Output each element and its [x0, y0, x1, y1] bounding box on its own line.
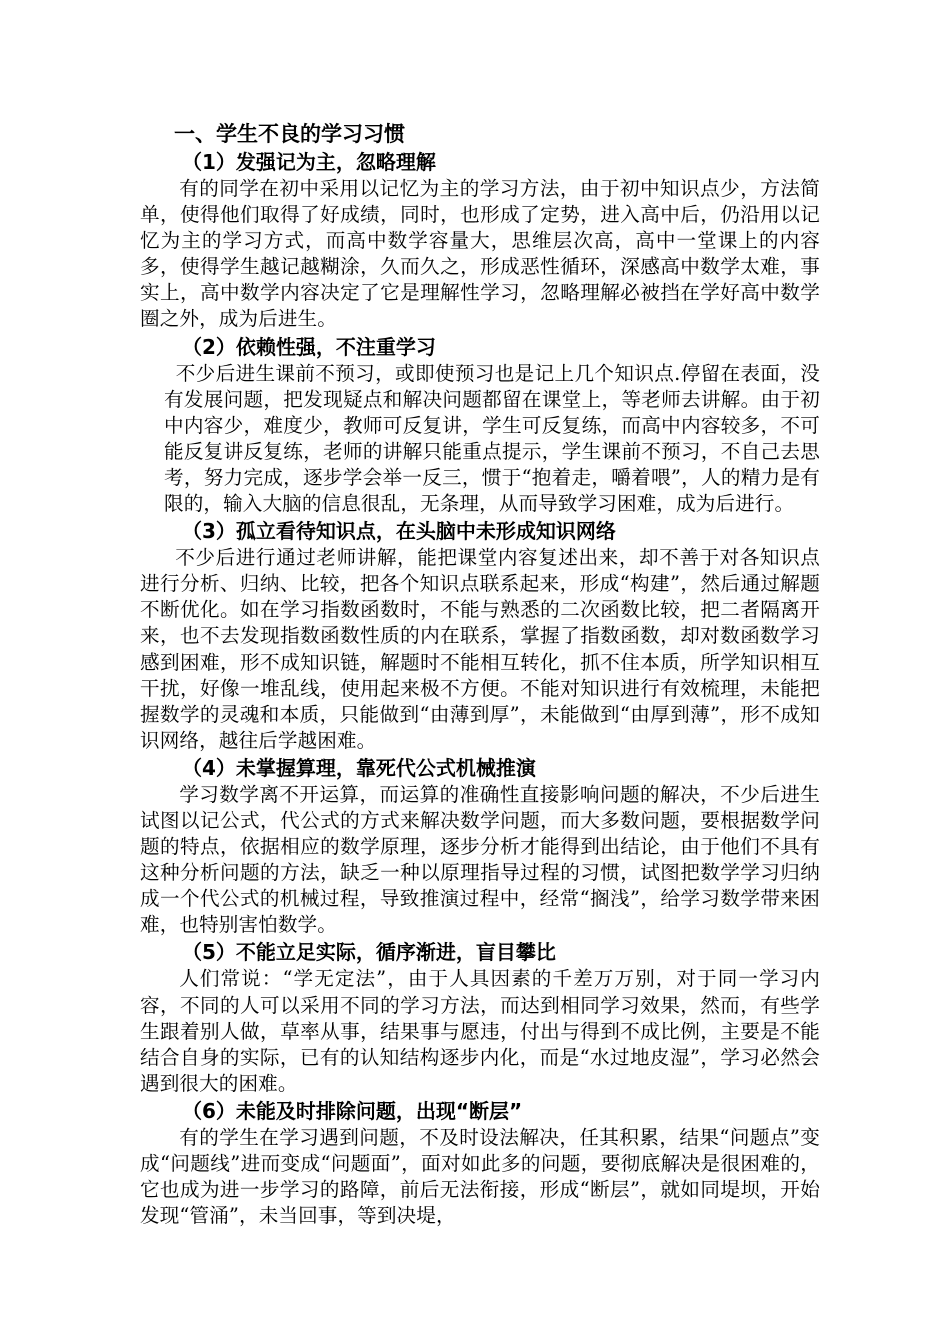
- document-content: [140, 120, 820, 1229]
- section-title-4: （4）未掌握算理，靠死代公式机械推演: [182, 755, 536, 780]
- section-body-6: 有的学生在学习遇到问题，不及时设法解决，任其积累，结果“问题点”变成“问题线”进而变成“问题面”，面对如此多的问题，要彻底解决是很困难的，它也成为进一步学习的路障，前后无法衔接，形成“断层”，就如同堤坝，开始发现“管涌”，未当回事，等到决堤，: [140, 1125, 820, 1228]
- section-title-1: （1）发强记为主，忽略理解: [182, 150, 436, 174]
- section-body-5: 人们常说：“学无定法”，由于人具因素的千差万万别，对于同一学习内容，不同的人可以采用不同的学习方法，而达到相同学习效果，然而，有些学生跟着别人做，草率从事，结果事与愿违，付出与得到不成比例，主要是不能结合自身的实际，已有的认知结构逐步内化，而是“水过地皮湿”，学习必然会遇到很大的困难。: [140, 967, 820, 1095]
- section-body-1: 有的同学在初中采用以记忆为主的学习方法，由于初中知识点少，方法简单，使得他们取得了好成绩，同时，也形成了定势，进入高中后，仍沿用以记忆为主的学习方式，而高中数学容量大，思维层次高，高中一堂课上的内容多，使得学生越记越糊涂，久而久之，形成恶性循环，深感高中数学太难，事实上，高中数学内容决定了它是理解性学习，忽略理解必被挡在学好高中数学圈之外，成为后进生。: [140, 177, 820, 331]
- section-title-5: （5）不能立足实际，循序渐进，盲目攀比: [182, 940, 556, 965]
- section-body-3: 不少后进行通过老师讲解，能把课堂内容复述出来，却不善于对各知识点进行分析、归纳、比较，把各个知识点联系起来，形成“构建”，然后通过解题不断优化。如在学习指数函数时，不能与熟悉的二次函数比较，把二者隔离开来，也不去发现指数函数性质的内在联系，掌握了指数函数，却对数函数学习感到困难，形不成知识链，解题时不能相互转化，抓不住本质，所学知识相互干扰，好像一堆乱线，使用起来极不方便。不能对知识进行有效梳理，未能把握数学的灵魂和本质，只能做到“由薄到厚”，未能做到“由厚到薄”，形不成知识网络，越往后学越困难。: [140, 546, 820, 752]
- section-title-3: （3）孤立看待知识点，在头脑中未形成知识网络: [182, 519, 616, 544]
- section-body-4: 学习数学离不开运算，而运算的准确性直接影响问题的解决，不少后进生试图以记公式，代公式的方式来解决数学问题，而大多数问题，要根据数学问题的特点，依据相应的数学原理，逐步分析才能得到出结论，由于他们不具有这种分析问题的方法，缺乏一种以原理指导过程的习惯，试图把数学学习归纳成一个代公式的机械过程，导致推演过程中，经常“搁浅”，给学习数学带来困难，也特别害怕数学。: [140, 782, 820, 937]
- main-heading: 一、学生不良的学习习惯: [174, 122, 405, 146]
- section-title-6: （6）未能及时排除问题，出现“断层”: [182, 1098, 523, 1123]
- section-title-2: （2）依赖性强，不注重学习: [182, 334, 436, 359]
- section-body-2: 不少后进生课前不预习，或即使预习也是记上几个知识点.停留在表面，没有发展问题，把发现疑点和解决问题都留在课堂上，等老师去讲解。由于初中内容少，难度少，教师可反复讲，学生可反复练，而高中内容较多，不可能反复讲反复练，老师的讲解只能重点提示，学生课前不预习，不自己去思考，努力完成，逐步学会举一反三，惯于“抱着走，嚼着喂”，人的精力是有限的，输入大脑的信息很乱，无条理，从而导致学习困难，成为后进行。: [164, 361, 820, 516]
